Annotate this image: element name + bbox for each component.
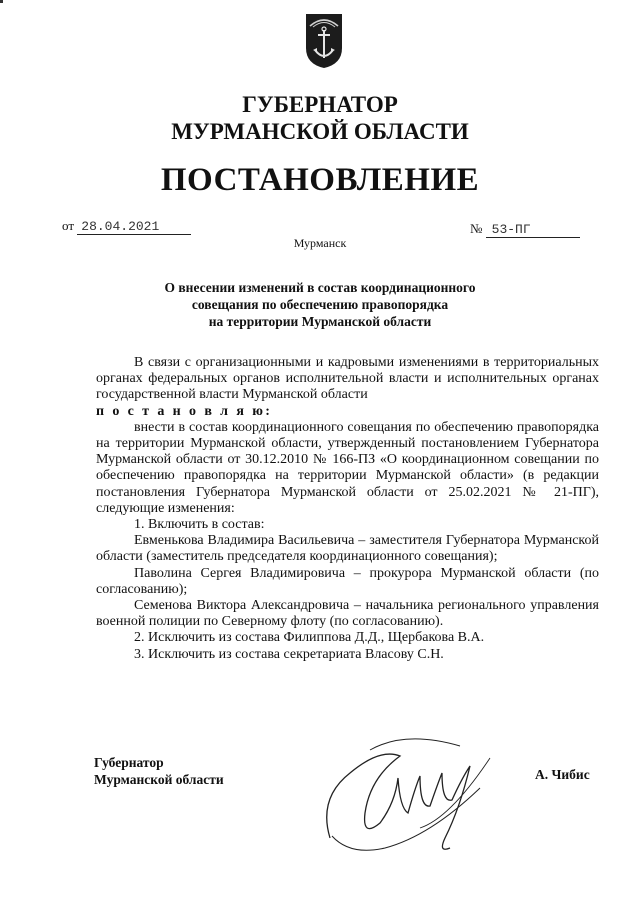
date-prefix: от: [62, 218, 75, 233]
document-type-heading: ПОСТАНОВЛЕНИЕ: [160, 162, 480, 198]
document-title: [0, 279, 640, 330]
position-line-2: Мурманской области: [94, 772, 224, 787]
handwritten-signature-icon: [310, 718, 510, 868]
preamble-paragraph: В связи с организационными и кадровыми изменениями в территориальных органах федеральных органов исполнительной власти и исполнительных органах государственной власти Мурманской области: [96, 355, 599, 403]
date-value: 28.04.2021: [77, 219, 191, 235]
item-2: 2. Исключить из состава Филиппова Д.Д., Щербакова В.А.: [134, 630, 485, 646]
person-2: Паволина Сергея Владимировича – прокурора Мурманской области (по согласованию);: [96, 565, 599, 597]
date-row: [62, 218, 191, 235]
document-body: [96, 355, 599, 663]
signatory-name: А. Чибис: [535, 767, 590, 782]
title-line-2: совещания по обеспечению правопорядка: [191, 297, 449, 312]
title-line-3: на территории Мурманской области: [208, 314, 432, 329]
item-3: 3. Исключить из состава секретариата Власову С.Н.: [134, 646, 444, 662]
position-line-1: Губернатор: [94, 755, 164, 770]
number-prefix: №: [470, 221, 483, 236]
decree-word: п о с т а н о в л я ю:: [96, 403, 273, 419]
person-3: Семенова Виктора Александровича – начальника регионального управления военной полиции по Северному флоту (по согласованию).: [96, 598, 599, 630]
number-value: 53-ПГ: [486, 222, 580, 238]
scan-speck: [0, 0, 3, 3]
city: Мурманск: [293, 236, 347, 250]
intro-paragraph: внести в состав координационного совещания по обеспечению правопорядка на территории Мурманской области, утвержденный постановлением Губернатора Мурманской области от 30.12.2010 № 166-ПЗ «О координационном совещании по обеспечению правопорядка на территории Мурманской области» (в редакции постановления Губернатора Мурманской области от 25.02.2021 № 21-ПГ), следующие изменения:: [96, 419, 599, 516]
person-1: Евменькова Владимира Васильевича – заместителя Губернатора Мурманской области (заместитель председателя координационного совещания);: [96, 533, 599, 565]
title-line-1: О внесении изменений в состав координационного: [164, 280, 476, 295]
authority-line-1: ГУБЕРНАТОР: [242, 92, 398, 117]
item-1: 1. Включить в состав:: [134, 517, 265, 533]
murmansk-coat-of-arms-icon: [304, 12, 344, 70]
authority-line-2: МУРМАНСКОЙ ОБЛАСТИ: [171, 119, 469, 144]
signatory-position: [94, 754, 224, 788]
